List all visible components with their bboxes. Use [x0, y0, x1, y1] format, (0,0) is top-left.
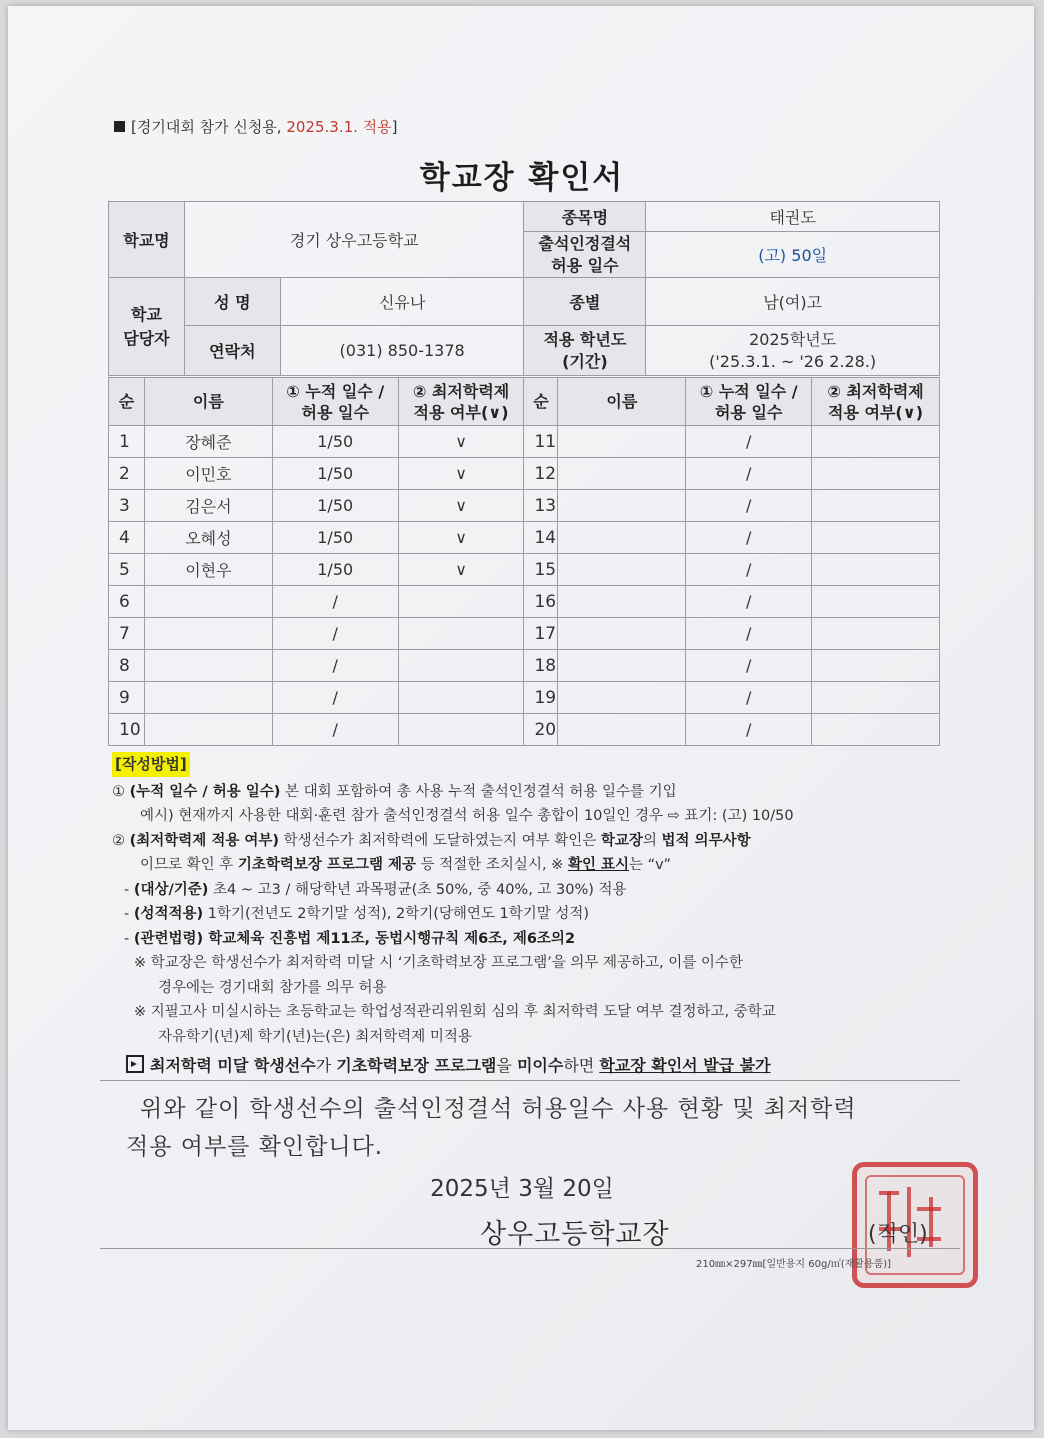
- row-applied: ∨: [398, 426, 524, 458]
- detail-target: - (대상/기준) 초4 ~ 고3 / 해당학년 과목평균(초 50%, 중 40%, 고 30%) 적용: [124, 881, 627, 898]
- row-days-2: /: [686, 426, 812, 458]
- row-no-2: 18: [524, 650, 558, 682]
- row-applied-2: [812, 458, 940, 490]
- row-days: /: [272, 650, 398, 682]
- row-days: 1/50: [272, 426, 398, 458]
- row-days: 1/50: [272, 522, 398, 554]
- tag-date: 2025.3.1. 적용: [286, 118, 392, 136]
- row-applied-2: [812, 490, 940, 522]
- tag-prefix: [경기대회 참가 신청용,: [131, 118, 287, 136]
- row-applied: ∨: [398, 490, 524, 522]
- sport-label: 종목명: [524, 202, 646, 232]
- tag-suffix: ]: [391, 118, 398, 136]
- row-applied-2: [812, 650, 940, 682]
- note-1-example: 예시) 현재까지 사용한 대회·훈련 참가 출석인정결석 허용 일수 총합이 10일인 경우 ⇨ 표기: (고) 10/50: [140, 808, 794, 824]
- info-table: [108, 201, 940, 376]
- allowed-days-label: 출석인정결석 허용 일수: [524, 232, 646, 278]
- table-row: [109, 458, 940, 490]
- row-name: [144, 650, 272, 682]
- row-applied: ∨: [398, 458, 524, 490]
- row-days-2: /: [686, 586, 812, 618]
- header-days-2: ① 누적 일수 / 허용 일수: [686, 378, 812, 426]
- row-name-2: [558, 458, 686, 490]
- row-applied-2: [812, 682, 940, 714]
- allowed-days-value: (고) 50일: [646, 232, 940, 278]
- row-applied: [398, 682, 524, 714]
- table-row: [109, 490, 940, 522]
- row-applied: ∨: [398, 522, 524, 554]
- school-value: 경기 상우고등학교: [184, 202, 524, 278]
- row-no: 7: [109, 618, 145, 650]
- note-2: ② (최저학력제 적용 여부) 학생선수가 최저학력에 도달하였는지 여부 확인은 학교장의 법적 의무사항: [112, 832, 751, 849]
- row-days-2: /: [686, 490, 812, 522]
- school-label: 학교명: [109, 202, 185, 278]
- row-no: 1: [109, 426, 145, 458]
- star-note-1-continued: 경우에는 경기대회 참가를 의무 허용: [158, 979, 387, 996]
- table-row: [109, 522, 940, 554]
- table-row: [109, 618, 940, 650]
- table-row: [109, 650, 940, 682]
- row-name: 이민호: [144, 458, 272, 490]
- row-days: 1/50: [272, 554, 398, 586]
- usage-tag-line: [114, 116, 398, 137]
- gender-label: 종별: [524, 278, 646, 326]
- student-list-table: [108, 377, 940, 746]
- row-applied-2: [812, 586, 940, 618]
- confirmation-statement: 위와 같이 학생선수의 출석인정결석 허용일수 사용 현황 및 최저학력 적용 여부를 확인합니다.: [126, 1096, 857, 1160]
- row-no: 5: [109, 554, 145, 586]
- table-row: [109, 554, 940, 586]
- seal-mark-label: (직인): [868, 1222, 928, 1247]
- row-name: 장혜준: [144, 426, 272, 458]
- row-name-2: [558, 650, 686, 682]
- row-name-2: [558, 618, 686, 650]
- name-label: 성 명: [184, 278, 280, 326]
- detail-grade: - (성적적용) 1학기(전년도 2학기말 성적), 2학기(당해연도 1학기말 성적): [124, 906, 590, 922]
- row-days: /: [272, 586, 398, 618]
- square-bullet-icon: [114, 121, 125, 132]
- row-name-2: [558, 714, 686, 746]
- row-no-2: 11: [524, 426, 558, 458]
- period-value: ('25.3.1. ~ '26 2.28.): [709, 351, 877, 371]
- row-name: [144, 714, 272, 746]
- row-name-2: [558, 554, 686, 586]
- row-applied: [398, 714, 524, 746]
- note-2-continued: 이므로 확인 후 기초학력보장 프로그램 제공 등 적절한 조치실시, ※ 확인 표시는 “v”: [140, 857, 671, 873]
- contact-value: (031) 850-1378: [280, 326, 524, 376]
- row-days-2: /: [686, 714, 812, 746]
- row-no-2: 15: [524, 554, 558, 586]
- howto-label: [작성방법]: [112, 752, 190, 777]
- row-name: 이현우: [144, 554, 272, 586]
- header-applied: ② 최저학력제 적용 여부(∨): [398, 378, 524, 426]
- row-applied-2: [812, 426, 940, 458]
- contact-label: 연락처: [184, 326, 280, 376]
- header-no: 순: [109, 378, 145, 426]
- row-no-2: 16: [524, 586, 558, 618]
- row-name-2: [558, 490, 686, 522]
- table-row: [109, 426, 940, 458]
- row-no-2: 12: [524, 458, 558, 490]
- row-name: 오혜성: [144, 522, 272, 554]
- paper-spec: 210㎜×297㎜[일반용지 60g/㎡(재활용품)]: [696, 1259, 892, 1270]
- row-no-2: 13: [524, 490, 558, 522]
- row-days-2: /: [686, 554, 812, 586]
- row-days: 1/50: [272, 490, 398, 522]
- row-applied: ∨: [398, 554, 524, 586]
- table-row: [109, 682, 940, 714]
- row-name: [144, 618, 272, 650]
- detail-law: - (관련법령) 학교체육 진흥법 제11조, 동법시행규칙 제6조, 제6조의2: [124, 930, 576, 947]
- row-no: 3: [109, 490, 145, 522]
- row-days-2: /: [686, 618, 812, 650]
- row-name: [144, 586, 272, 618]
- divider-top: [100, 1080, 960, 1081]
- year-cell: [646, 326, 940, 376]
- row-no-2: 17: [524, 618, 558, 650]
- row-applied: [398, 586, 524, 618]
- star-note-2: ※ 지필고사 미실시하는 초등학교는 학업성적관리위원회 심의 후 최저학력 도달 여부 결정하고, 중학교: [134, 1004, 776, 1020]
- row-name-2: [558, 682, 686, 714]
- issue-date: 2025년 3월 20일: [430, 1176, 614, 1202]
- header-applied-2: ② 최저학력제 적용 여부(∨): [812, 378, 940, 426]
- year-value: 2025학년도: [749, 329, 837, 349]
- table-row: [109, 586, 940, 618]
- gender-value: 남(여)고: [646, 278, 940, 326]
- sport-value: 태권도: [646, 202, 940, 232]
- row-applied-2: [812, 714, 940, 746]
- divider-bottom: [100, 1248, 960, 1249]
- row-days-2: /: [686, 682, 812, 714]
- row-days-2: /: [686, 522, 812, 554]
- header-name: 이름: [144, 378, 272, 426]
- document-title: 학교장 확인서: [419, 160, 625, 196]
- row-applied: [398, 618, 524, 650]
- manager-label: 학교 담당자: [109, 278, 185, 376]
- table-row: [109, 714, 940, 746]
- row-no-2: 19: [524, 682, 558, 714]
- row-days: /: [272, 618, 398, 650]
- final-warning: 최저학력 미달 학생선수가 기초학력보장 프로그램을 미이수하면 학교장 확인서 발급 불가: [126, 1053, 771, 1076]
- arrow-box-icon: [126, 1055, 144, 1073]
- row-name: [144, 682, 272, 714]
- row-name: 김은서: [144, 490, 272, 522]
- header-days: ① 누적 일수 / 허용 일수: [272, 378, 398, 426]
- row-days: /: [272, 682, 398, 714]
- row-name-2: [558, 426, 686, 458]
- row-days: /: [272, 714, 398, 746]
- principal-title: 상우고등학교장: [480, 1219, 670, 1250]
- year-label: 적용 학년도 (기간): [524, 326, 646, 376]
- row-no-2: 20: [524, 714, 558, 746]
- row-no-2: 14: [524, 522, 558, 554]
- row-applied-2: [812, 554, 940, 586]
- row-no: 2: [109, 458, 145, 490]
- row-no: 6: [109, 586, 145, 618]
- row-name-2: [558, 522, 686, 554]
- header-name-2: 이름: [558, 378, 686, 426]
- row-applied: [398, 650, 524, 682]
- row-days-2: /: [686, 458, 812, 490]
- row-no: 10: [109, 714, 145, 746]
- row-days: 1/50: [272, 458, 398, 490]
- row-name-2: [558, 586, 686, 618]
- row-no: 4: [109, 522, 145, 554]
- name-value: 신유나: [280, 278, 524, 326]
- header-no-2: 순: [524, 378, 558, 426]
- row-no: 8: [109, 650, 145, 682]
- star-note-1: ※ 학교장은 학생선수가 최저학력 미달 시 ‘기초학력보장 프로그램’을 의무 제공하고, 이를 이수한: [134, 955, 743, 971]
- row-no: 9: [109, 682, 145, 714]
- star-note-2-continued: 자유학기(년)제 학기(년)는(은) 최저학력제 미적용: [158, 1028, 472, 1045]
- row-applied-2: [812, 522, 940, 554]
- writing-guide: [112, 752, 952, 1049]
- row-applied-2: [812, 618, 940, 650]
- note-1: ① (누적 일수 / 허용 일수) 본 대회 포함하여 총 사용 누적 출석인정결석 허용 일수를 기입: [112, 783, 677, 800]
- row-days-2: /: [686, 650, 812, 682]
